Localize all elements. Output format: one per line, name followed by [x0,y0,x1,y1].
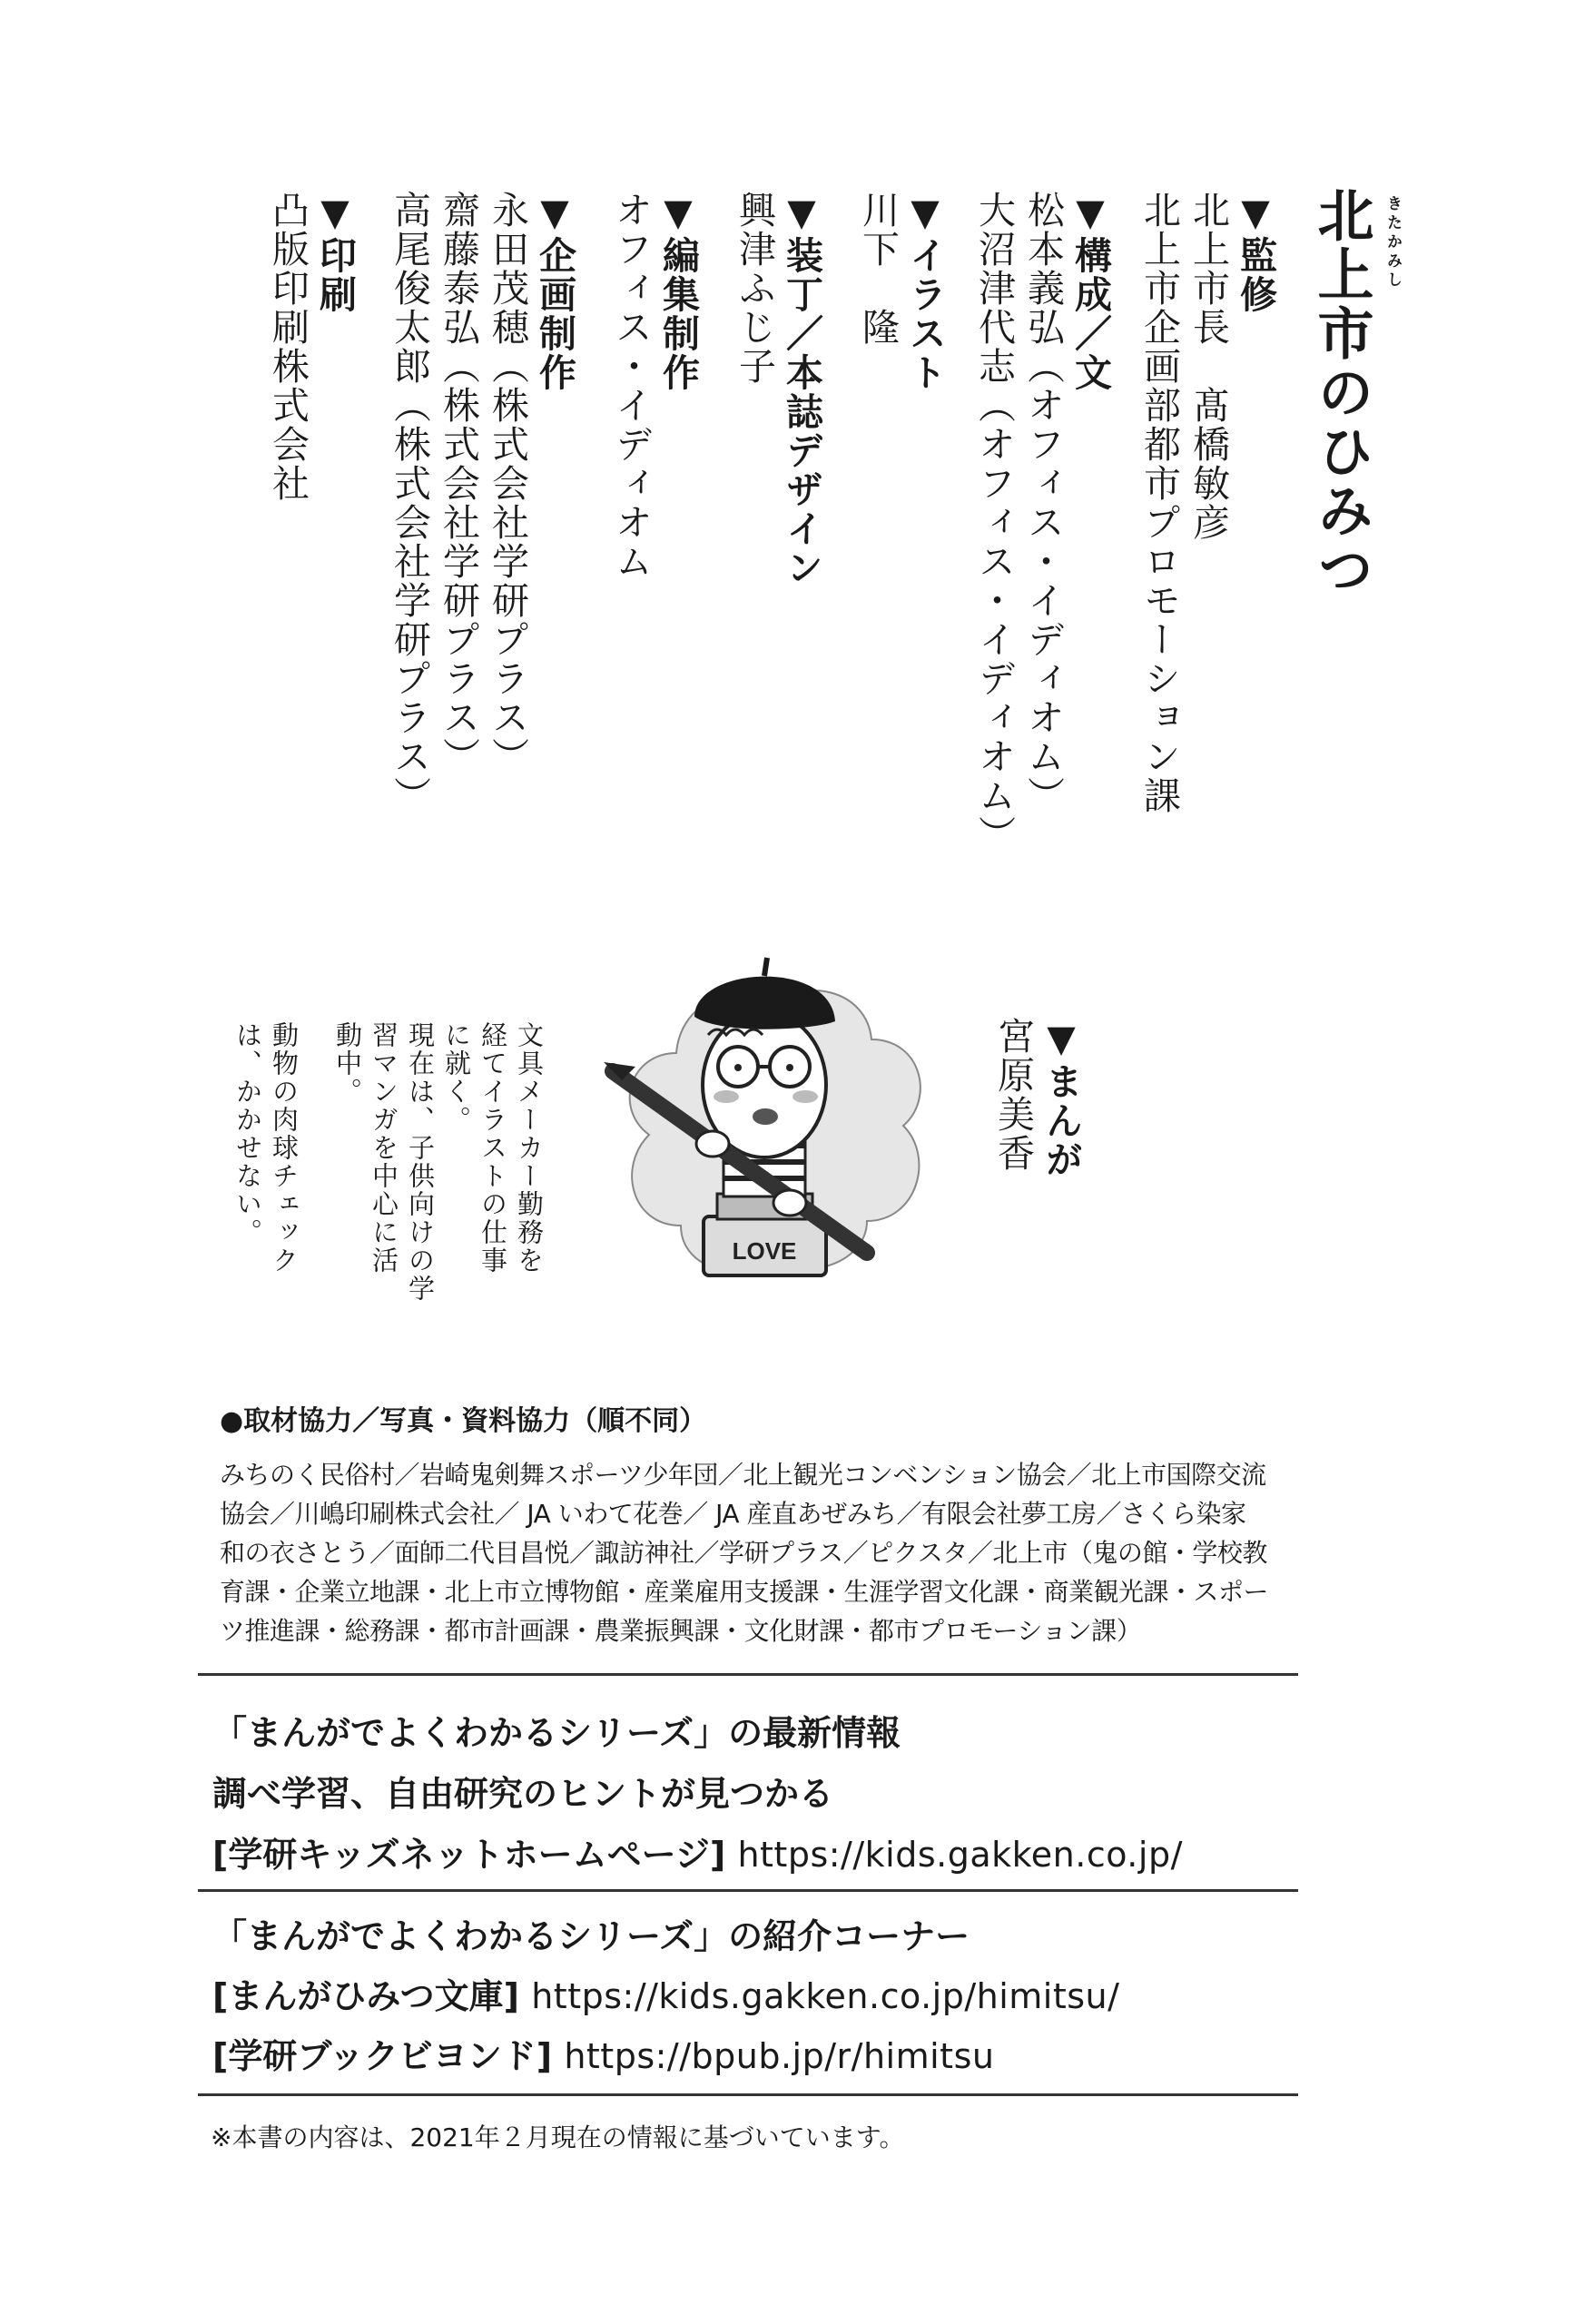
book-title: 北上市のひみつ [1308,186,1374,599]
credit-designer: 興津ふじ子 [733,191,776,386]
bio-line-4: 現在は、子供向けの学 [405,1021,436,1303]
credit-illustrator: 川下 隆 [856,191,900,347]
manga-heading: ▼まんが [1039,1017,1083,1179]
bio-line-7: 動物の肉球チェック [269,1021,300,1275]
credit-writer-2: 大沼津代志（オフィス・イディオム） [972,191,1016,854]
manga-artist-name: 宮原美香 [991,1017,1035,1173]
divider-middle [198,1889,1298,1892]
bio-line-2: 経てイラストの仕事 [477,1021,508,1275]
credit-heading-planning: ▼企画制作 [533,191,576,392]
info2-link-row-2 [212,2028,994,2078]
artist-portrait-illustration [595,953,949,1298]
illustration-love-label: LOVE [732,1237,797,1265]
footnote: ※本書の内容は、2021年２月現在の情報に基づいています。 [211,2122,905,2152]
credit-heading-supervision: ▼監修 [1234,191,1277,314]
info1-link-row [212,1827,1183,1876]
credit-planner-3: 高尾俊太郎（株式会社学研プラス） [388,191,431,815]
kids-gakken-link[interactable]: https://kids.gakken.co.jp/ [737,1835,1183,1875]
bio-line-3: に就く。 [441,1021,472,1134]
bio-line-1: 文具メーカー勤務を [514,1021,545,1275]
credit-writer-1: 松本義弘（オフィス・イディオム） [1021,191,1065,815]
credit-heading-printing: ▼印刷 [313,191,357,314]
cooperation-line-4: 育課・企業立地課・北上市立博物館・産業雇用支援課・生涯学習文化課・商業観光課・スポー [220,1577,1269,1607]
book-beyond-link[interactable]: https://bpub.jp/r/himitsu [564,2036,995,2076]
info2-heading: 「まんがでよくわかるシリーズ」の紹介コーナー [212,1916,970,1956]
credit-planner-1: 永田茂穂（株式会社学研プラス） [486,191,529,776]
cooperation-line-3: 和の衣さとう／面師二代目昌悦／諏訪神社／学研プラス／ピクスタ／北上市（鬼の館・学校教 [220,1538,1267,1568]
credit-editor: オフィス・イディオム [609,191,653,581]
title-ruby: きたかみし [1383,195,1402,290]
info1-heading: 「まんがでよくわかるシリーズ」の最新情報 [212,1713,901,1753]
bio-line-5: 習マンガを中心に活 [369,1021,399,1275]
bio-line-6: 動中。 [332,1021,363,1106]
info1-subheading: 調べ学習、自由研究のヒントが見つかる [212,1774,834,1814]
credit-heading-editing: ▼編集制作 [656,191,700,392]
divider-bottom [198,2093,1298,2096]
credit-printer: 凸版印刷株式会社 [266,191,310,503]
info2-link2-label: [学研ブックビヨンド] [212,2036,553,2076]
himitsu-library-link[interactable]: https://kids.gakken.co.jp/himitsu/ [531,1976,1120,2016]
credit-supervisor-dept: 北上市企画部都市プロモーション課 [1137,191,1181,815]
credit-planner-2: 齋藤泰弘（株式会社学研プラス） [437,191,480,776]
credit-heading-composition: ▼構成／文 [1068,191,1112,392]
info1-link-label: [学研キッズネットホームページ] [212,1835,726,1875]
info2-link1-label: [まんがひみつ文庫] [212,1976,519,2016]
info2-link-row-1 [212,1968,1119,2018]
cooperation-heading: ●取材協力／写真・資料協力（順不同） [220,1405,707,1437]
credit-heading-illustration: ▼イラスト [903,191,947,392]
cooperation-line-1: みちのく民俗村／岩崎鬼剣舞スポーツ少年団／北上観光コンベンション協会／北上市国際交流 [220,1460,1266,1490]
credit-supervisor-mayor: 北上市長 髙橋敏彦 [1186,191,1230,542]
cooperation-line-2: 協会／川嶋印刷株式会社／ JA いわて花巻／ JA 産直あぜみち／有限会社夢工房／さくら染家 [220,1499,1246,1529]
divider-top [198,1673,1298,1676]
cooperation-line-5: ツ推進課・総務課・都市計画課・農業振興課・文化財課・都市プロモーション課） [220,1616,1142,1646]
credit-heading-design: ▼装丁／本誌デザイン [780,191,823,587]
bio-line-8: は、かかせない。 [232,1021,263,1246]
